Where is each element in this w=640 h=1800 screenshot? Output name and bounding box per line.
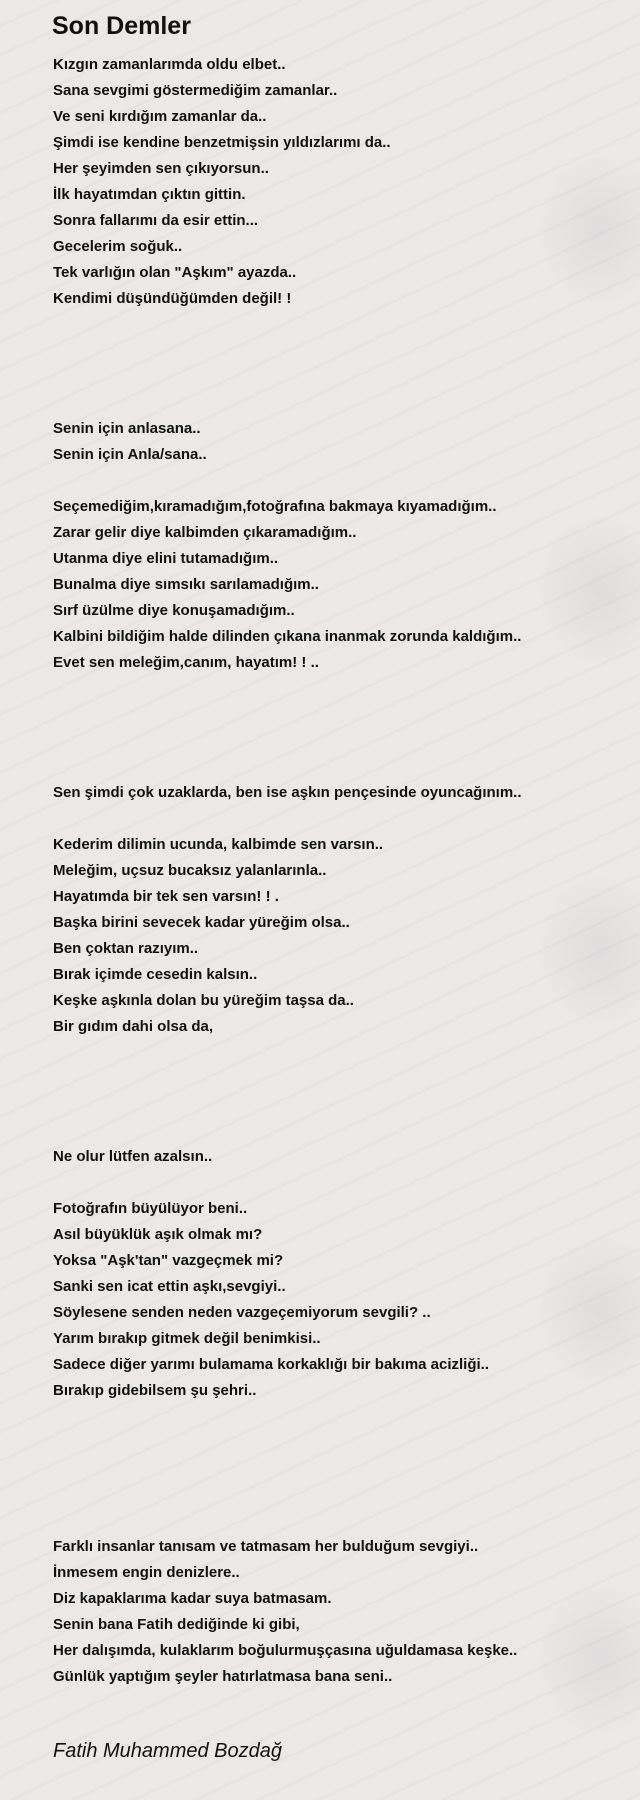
poem-line: Ben çoktan razıyım.. [53, 940, 199, 957]
poem-line: Evet sen meleğim,canım, hayatım! ! .. [53, 654, 319, 671]
poem-line: Hayatımda bir tek sen varsın! ! . [53, 888, 279, 905]
stanza-gap [53, 312, 623, 416]
poem-line: Yoksa "Aşk'tan" vazgeçmek mi? [53, 1252, 284, 1269]
poem-line: Sırf üzülme diye konuşamadığım.. [53, 602, 295, 619]
stanza-gap [53, 1170, 623, 1196]
stanza-gap [53, 1404, 623, 1534]
poem-line: Söylesene senden neden vazgeçemiyorum sevgili? .. [53, 1304, 431, 1321]
poem-line: Sen şimdi çok uzaklarda, ben ise aşkın pençesinde oyuncağınım.. [53, 784, 522, 801]
poem-line: Utanma diye elini tutamadığım.. [53, 550, 279, 567]
poem-line: İlk hayatımdan çıktın gittin. [53, 186, 246, 203]
poem-line: Asıl büyüklük aşık olmak mı? [53, 1226, 263, 1243]
poem-line: Bir gıdım dahi olsa da, [53, 1018, 214, 1035]
poem-line: Şimdi ise kendine benzetmişsin yıldızlarımı da.. [53, 134, 391, 151]
poem-line: Günlük yaptığım şeyler hatırlatmasa bana seni.. [53, 1668, 393, 1685]
stanza-4 [53, 780, 623, 806]
poem-line: Seçemediğim,kıramadığım,fotoğrafına bakmaya kıyamadığım.. [53, 498, 497, 515]
stanza-6 [53, 1144, 623, 1170]
poem-line: Zarar gelir diye kalbimden çıkaramadığım.. [53, 524, 357, 541]
poem-line: Kederim dilimin ucunda, kalbimde sen varsın.. [53, 836, 384, 853]
poem-line: Fotoğrafın büyülüyor beni.. [53, 1200, 248, 1217]
poem-line: Sadece diğer yarımı bulamama korkaklığı bir bakıma acizliği.. [53, 1356, 490, 1373]
poem-line: Kalbini bildiğim halde dilinden çıkana inanmak zorunda kaldığım.. [53, 628, 522, 645]
poem-line: Diz kapaklarıma kadar suya batmasam. [53, 1590, 332, 1607]
stanza-2 [53, 416, 623, 468]
poem-author: Fatih Muhammed Bozdağ [53, 1740, 283, 1762]
stanza-8 [53, 1534, 623, 1690]
poem-line: Gecelerim soğuk.. [53, 238, 183, 255]
poem-line: Bırakıp gidebilsem şu şehri.. [53, 1382, 257, 1399]
poem-line: Her şeyimden sen çıkıyorsun.. [53, 160, 269, 177]
stanza-gap [53, 468, 623, 494]
poem-line: Her dalışımda, kulaklarım boğulurmuşçasına uğuldamasa keşke.. [53, 1642, 518, 1659]
poem-line: Tek varlığın olan "Aşkım" ayazda.. [53, 264, 297, 281]
poem-line: Kızgın zamanlarımda oldu elbet.. [53, 56, 286, 73]
poem-line: Senin için anlasana.. [53, 420, 201, 437]
poem-line: Kendimi düşündüğümden değil! ! [53, 290, 292, 307]
poem-line: Meleğim, uçsuz bucaksız yalanlarınla.. [53, 862, 327, 879]
stanza-gap [53, 1040, 623, 1144]
poem-line: Senin bana Fatih dediğinde ki gibi, [53, 1616, 300, 1633]
poem-line: Senin için Anla/sana.. [53, 446, 207, 463]
poem-line: Keşke aşkınla dolan bu yüreğim taşsa da.. [53, 992, 354, 1009]
poem-line: İnmesem engin denizlere.. [53, 1564, 240, 1581]
stanza-7 [53, 1196, 623, 1404]
poem-line: Yarım bırakıp gitmek değil benimkisi.. [53, 1330, 321, 1347]
stanza-3 [53, 494, 623, 676]
poem-body [53, 52, 623, 1690]
poem-title: Son Demler [52, 12, 191, 40]
poem-line: Sana sevgimi göstermediğim zamanlar.. [53, 82, 338, 99]
stanza-gap [53, 676, 623, 780]
poem-line: Bırak içimde cesedin kalsın.. [53, 966, 258, 983]
stanza-1 [53, 52, 623, 312]
stanza-5 [53, 832, 623, 1040]
poem-line: Sanki sen icat ettin aşkı,sevgiyi.. [53, 1278, 286, 1295]
poem-line: Ne olur lütfen azalsın.. [53, 1148, 213, 1165]
poem-line: Sonra fallarımı da esir ettin... [53, 212, 259, 229]
poem-line: Başka birini sevecek kadar yüreğim olsa.. [53, 914, 350, 931]
poem-line: Farklı insanlar tanısam ve tatmasam her bulduğum sevgiyi.. [53, 1538, 479, 1555]
stanza-gap [53, 806, 623, 832]
poem-line: Bunalma diye sımsıkı sarılamadığım.. [53, 576, 319, 593]
poem-line: Ve seni kırdığım zamanlar da.. [53, 108, 267, 125]
